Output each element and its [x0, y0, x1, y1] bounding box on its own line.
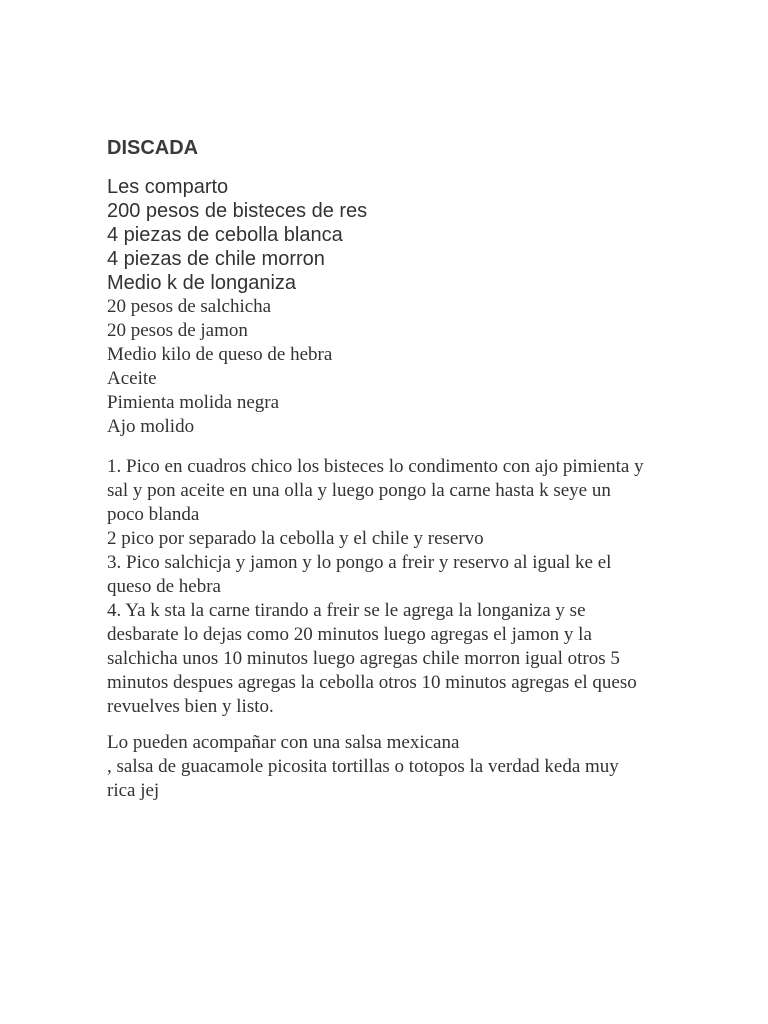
ingredient-list-primary [107, 175, 367, 295]
ingredient-line: Pimienta molida negra [107, 392, 280, 413]
recipe-title: DISCADA [107, 137, 199, 159]
ingredient-line: Medio k de longaniza [107, 272, 297, 294]
ingredient-line: 200 pesos de bisteces de res [107, 200, 368, 222]
step-line: 3. Pico salchicja y jamon y lo pongo a freir y reservo al igual ke el [107, 552, 612, 573]
step-line: sal y pon aceite en una olla y luego pongo la carne hasta k seye un [107, 480, 611, 501]
step-line: 1. Pico en cuadros chico los bisteces lo condimento con ajo pimienta y [107, 456, 644, 477]
step-line: 2 pico por separado la cebolla y el chile y reservo [107, 528, 484, 549]
ingredient-line: 4 piezas de chile morron [107, 248, 325, 270]
ingredient-line: Medio kilo de queso de hebra [107, 344, 333, 365]
serving-suggestion [107, 731, 687, 803]
ingredient-line: 20 pesos de jamon [107, 320, 248, 341]
step-line: poco blanda [107, 504, 200, 525]
ingredient-line: Les comparto [107, 176, 229, 198]
ingredient-line: 20 pesos de salchicha [107, 296, 272, 317]
step-line: 4. Ya k sta la carne tirando a freir se le agrega la longaniza y se [107, 600, 586, 621]
ingredient-line: 4 piezas de cebolla blanca [107, 224, 343, 246]
step-line: revuelves bien y listo. [107, 696, 274, 717]
closing-line: Lo pueden acompañar con una salsa mexicana [107, 732, 460, 753]
step-line: desbarate lo dejas como 20 minutos luego agregas el jamon y la [107, 624, 592, 645]
closing-line: rica jej [107, 780, 160, 801]
step-line: minutos despues agregas la cebolla otros 10 minutos agregas el queso [107, 672, 637, 693]
ingredient-line: Aceite [107, 368, 157, 389]
step-line: salchicha unos 10 minutos luego agregas chile morron igual otros 5 [107, 648, 620, 669]
preparation-steps [107, 455, 687, 719]
ingredient-line: Ajo molido [107, 416, 195, 437]
closing-line: , salsa de guacamole picosita tortillas o totopos la verdad keda muy [107, 756, 619, 777]
step-line: queso de hebra [107, 576, 221, 597]
ingredient-list-secondary [107, 295, 332, 439]
